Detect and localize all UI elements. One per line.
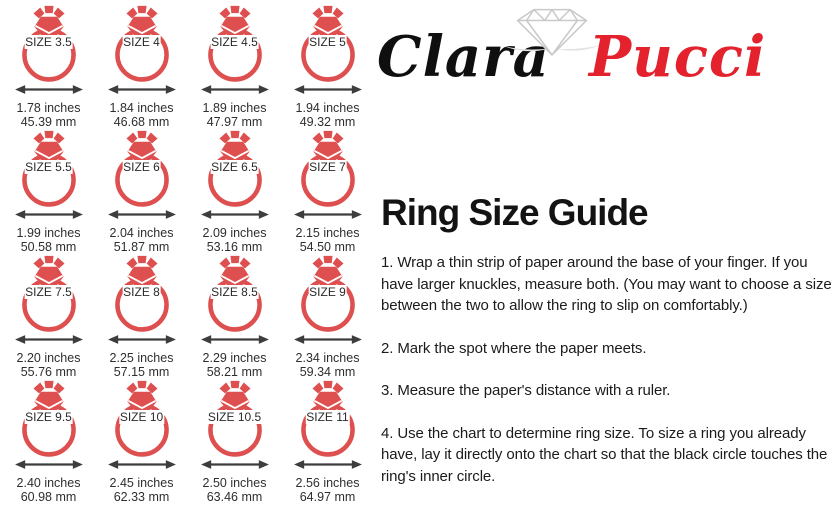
ring-size-cell xyxy=(281,4,374,129)
ring-diameter-mm: 60.98 mm xyxy=(20,489,77,504)
ring-diameter-inches: 1.84 inches xyxy=(109,101,174,115)
page-title: Ring Size Guide xyxy=(381,192,648,233)
ring-diameter-inches: 1.89 inches xyxy=(202,101,267,115)
brand-name-pucci: Pucci xyxy=(589,24,767,90)
ring-diameter-mm: 46.68 mm xyxy=(113,114,170,129)
ring-diameter-inches: 2.25 inches xyxy=(109,351,174,365)
diameter-arrow-icon xyxy=(105,334,179,345)
guide-panel xyxy=(377,0,835,501)
ring-size-cell xyxy=(2,379,95,504)
ring-icon xyxy=(12,4,86,84)
instruction-step-3: 3. Measure the paper's distance with a ruler. xyxy=(381,382,671,399)
ring-icon xyxy=(291,254,365,334)
ring-size-cell xyxy=(95,254,188,379)
ring-size-cell xyxy=(188,254,281,379)
ring-size-cell xyxy=(95,129,188,254)
ring-size-cell xyxy=(188,129,281,254)
ring-diameter-mm: 47.97 mm xyxy=(206,114,263,129)
diameter-arrow-icon xyxy=(198,459,272,470)
instruction-step-1: 1. Wrap a thin strip of paper around the base of your finger. If you have larger knuckles, measure both. (You may want to choose a size between the two to allow the ring to slip on comfortably.) xyxy=(381,254,832,314)
ring-size-label: SIZE 11 xyxy=(306,409,349,424)
ring-icon xyxy=(198,379,272,459)
ring-icon xyxy=(12,379,86,459)
diameter-arrow-icon xyxy=(291,459,365,470)
ring-size-cell xyxy=(281,379,374,504)
ring-diameter-mm: 49.32 mm xyxy=(299,114,356,129)
ring-diameter-mm: 50.58 mm xyxy=(20,239,77,254)
diameter-arrow-icon xyxy=(198,334,272,345)
ring-diameter-mm: 55.76 mm xyxy=(20,364,77,379)
diameter-arrow-icon xyxy=(198,84,272,95)
diameter-arrow-icon xyxy=(105,209,179,220)
ring-diameter-mm: 57.15 mm xyxy=(113,364,170,379)
ring-size-cell xyxy=(188,4,281,129)
ring-diameter-inches: 2.04 inches xyxy=(109,226,174,240)
diameter-arrow-icon xyxy=(105,459,179,470)
ring-size-label: SIZE 10 xyxy=(119,409,164,424)
instructions-list xyxy=(381,252,833,508)
ring-icon xyxy=(105,129,179,209)
ring-size-cell xyxy=(281,254,374,379)
ring-icon xyxy=(105,254,179,334)
ring-diameter-mm: 64.97 mm xyxy=(299,489,356,504)
ring-size-label: SIZE 9 xyxy=(309,284,346,299)
ring-size-label: SIZE 6.5 xyxy=(211,159,258,174)
ring-icon xyxy=(12,129,86,209)
ring-diameter-mm: 58.21 mm xyxy=(206,364,263,379)
ring-diameter-mm: 59.34 mm xyxy=(299,364,356,379)
ring-size-label: SIZE 10.5 xyxy=(207,409,262,424)
ring-icon xyxy=(105,379,179,459)
ring-size-cell xyxy=(2,129,95,254)
ring-icon xyxy=(105,4,179,84)
ring-diameter-inches: 2.40 inches xyxy=(16,476,81,490)
ring-size-cell xyxy=(281,129,374,254)
ring-size-label: SIZE 6 xyxy=(123,159,160,174)
ring-size-chart xyxy=(2,4,376,504)
diameter-arrow-icon xyxy=(12,334,86,345)
ring-size-label: SIZE 8.5 xyxy=(211,284,258,299)
diameter-arrow-icon xyxy=(291,84,365,95)
ring-diameter-inches: 2.34 inches xyxy=(295,351,360,365)
ring-diameter-inches: 1.94 inches xyxy=(295,101,360,115)
ring-size-cell xyxy=(2,254,95,379)
instruction-step-4: 4. Use the chart to determine ring size. To size a ring you already have, lay it directly onto the chart so that the black circle touches the ring's inner circle. xyxy=(381,424,828,485)
ring-diameter-inches: 2.09 inches xyxy=(202,226,267,240)
ring-size-label: SIZE 3.5 xyxy=(25,34,72,49)
ring-diameter-mm: 54.50 mm xyxy=(299,239,356,254)
diameter-arrow-icon xyxy=(291,209,365,220)
ring-size-label: SIZE 5.5 xyxy=(25,159,72,174)
ring-diameter-inches: 1.99 inches xyxy=(16,226,81,240)
brand-logo xyxy=(377,6,835,110)
brand-name-clara: Clara xyxy=(377,24,550,90)
ring-size-label: SIZE 7.5 xyxy=(25,284,72,299)
ring-diameter-mm: 62.33 mm xyxy=(113,489,170,504)
ring-size-label: SIZE 4.5 xyxy=(211,34,258,49)
ring-diameter-inches: 2.20 inches xyxy=(16,351,81,365)
ring-size-cell xyxy=(2,4,95,129)
ring-icon xyxy=(198,129,272,209)
diameter-arrow-icon xyxy=(105,84,179,95)
ring-size-label: SIZE 4 xyxy=(123,34,160,49)
ring-icon xyxy=(291,4,365,84)
diameter-arrow-icon xyxy=(12,84,86,95)
ring-size-cell xyxy=(188,379,281,504)
ring-diameter-inches: 2.15 inches xyxy=(295,226,360,240)
instruction-step-2: 2. Mark the spot where the paper meets. xyxy=(381,339,647,357)
diameter-arrow-icon xyxy=(291,334,365,345)
diameter-arrow-icon xyxy=(12,459,86,470)
ring-size-label: SIZE 5 xyxy=(309,34,346,49)
ring-diameter-inches: 2.45 inches xyxy=(109,476,174,490)
diameter-arrow-icon xyxy=(12,209,86,220)
ring-icon xyxy=(198,4,272,84)
ring-diameter-inches: 2.56 inches xyxy=(295,476,360,490)
diameter-arrow-icon xyxy=(198,209,272,220)
ring-diameter-mm: 63.46 mm xyxy=(206,489,263,504)
ring-diameter-inches: 2.29 inches xyxy=(202,351,267,365)
ring-diameter-mm: 45.39 mm xyxy=(20,114,77,129)
ring-size-cell xyxy=(95,379,188,504)
ring-size-label: SIZE 8 xyxy=(123,284,160,299)
ring-diameter-mm: 53.16 mm xyxy=(206,239,263,254)
ring-diameter-inches: 2.50 inches xyxy=(202,476,267,490)
ring-icon xyxy=(12,254,86,334)
ring-size-label: SIZE 7 xyxy=(309,159,346,174)
ring-diameter-inches: 1.78 inches xyxy=(16,101,81,115)
ring-icon xyxy=(291,379,365,459)
ring-diameter-mm: 51.87 mm xyxy=(113,239,170,254)
ring-icon xyxy=(291,129,365,209)
ring-size-cell xyxy=(95,4,188,129)
ring-icon xyxy=(198,254,272,334)
ring-size-label: SIZE 9.5 xyxy=(25,409,72,424)
